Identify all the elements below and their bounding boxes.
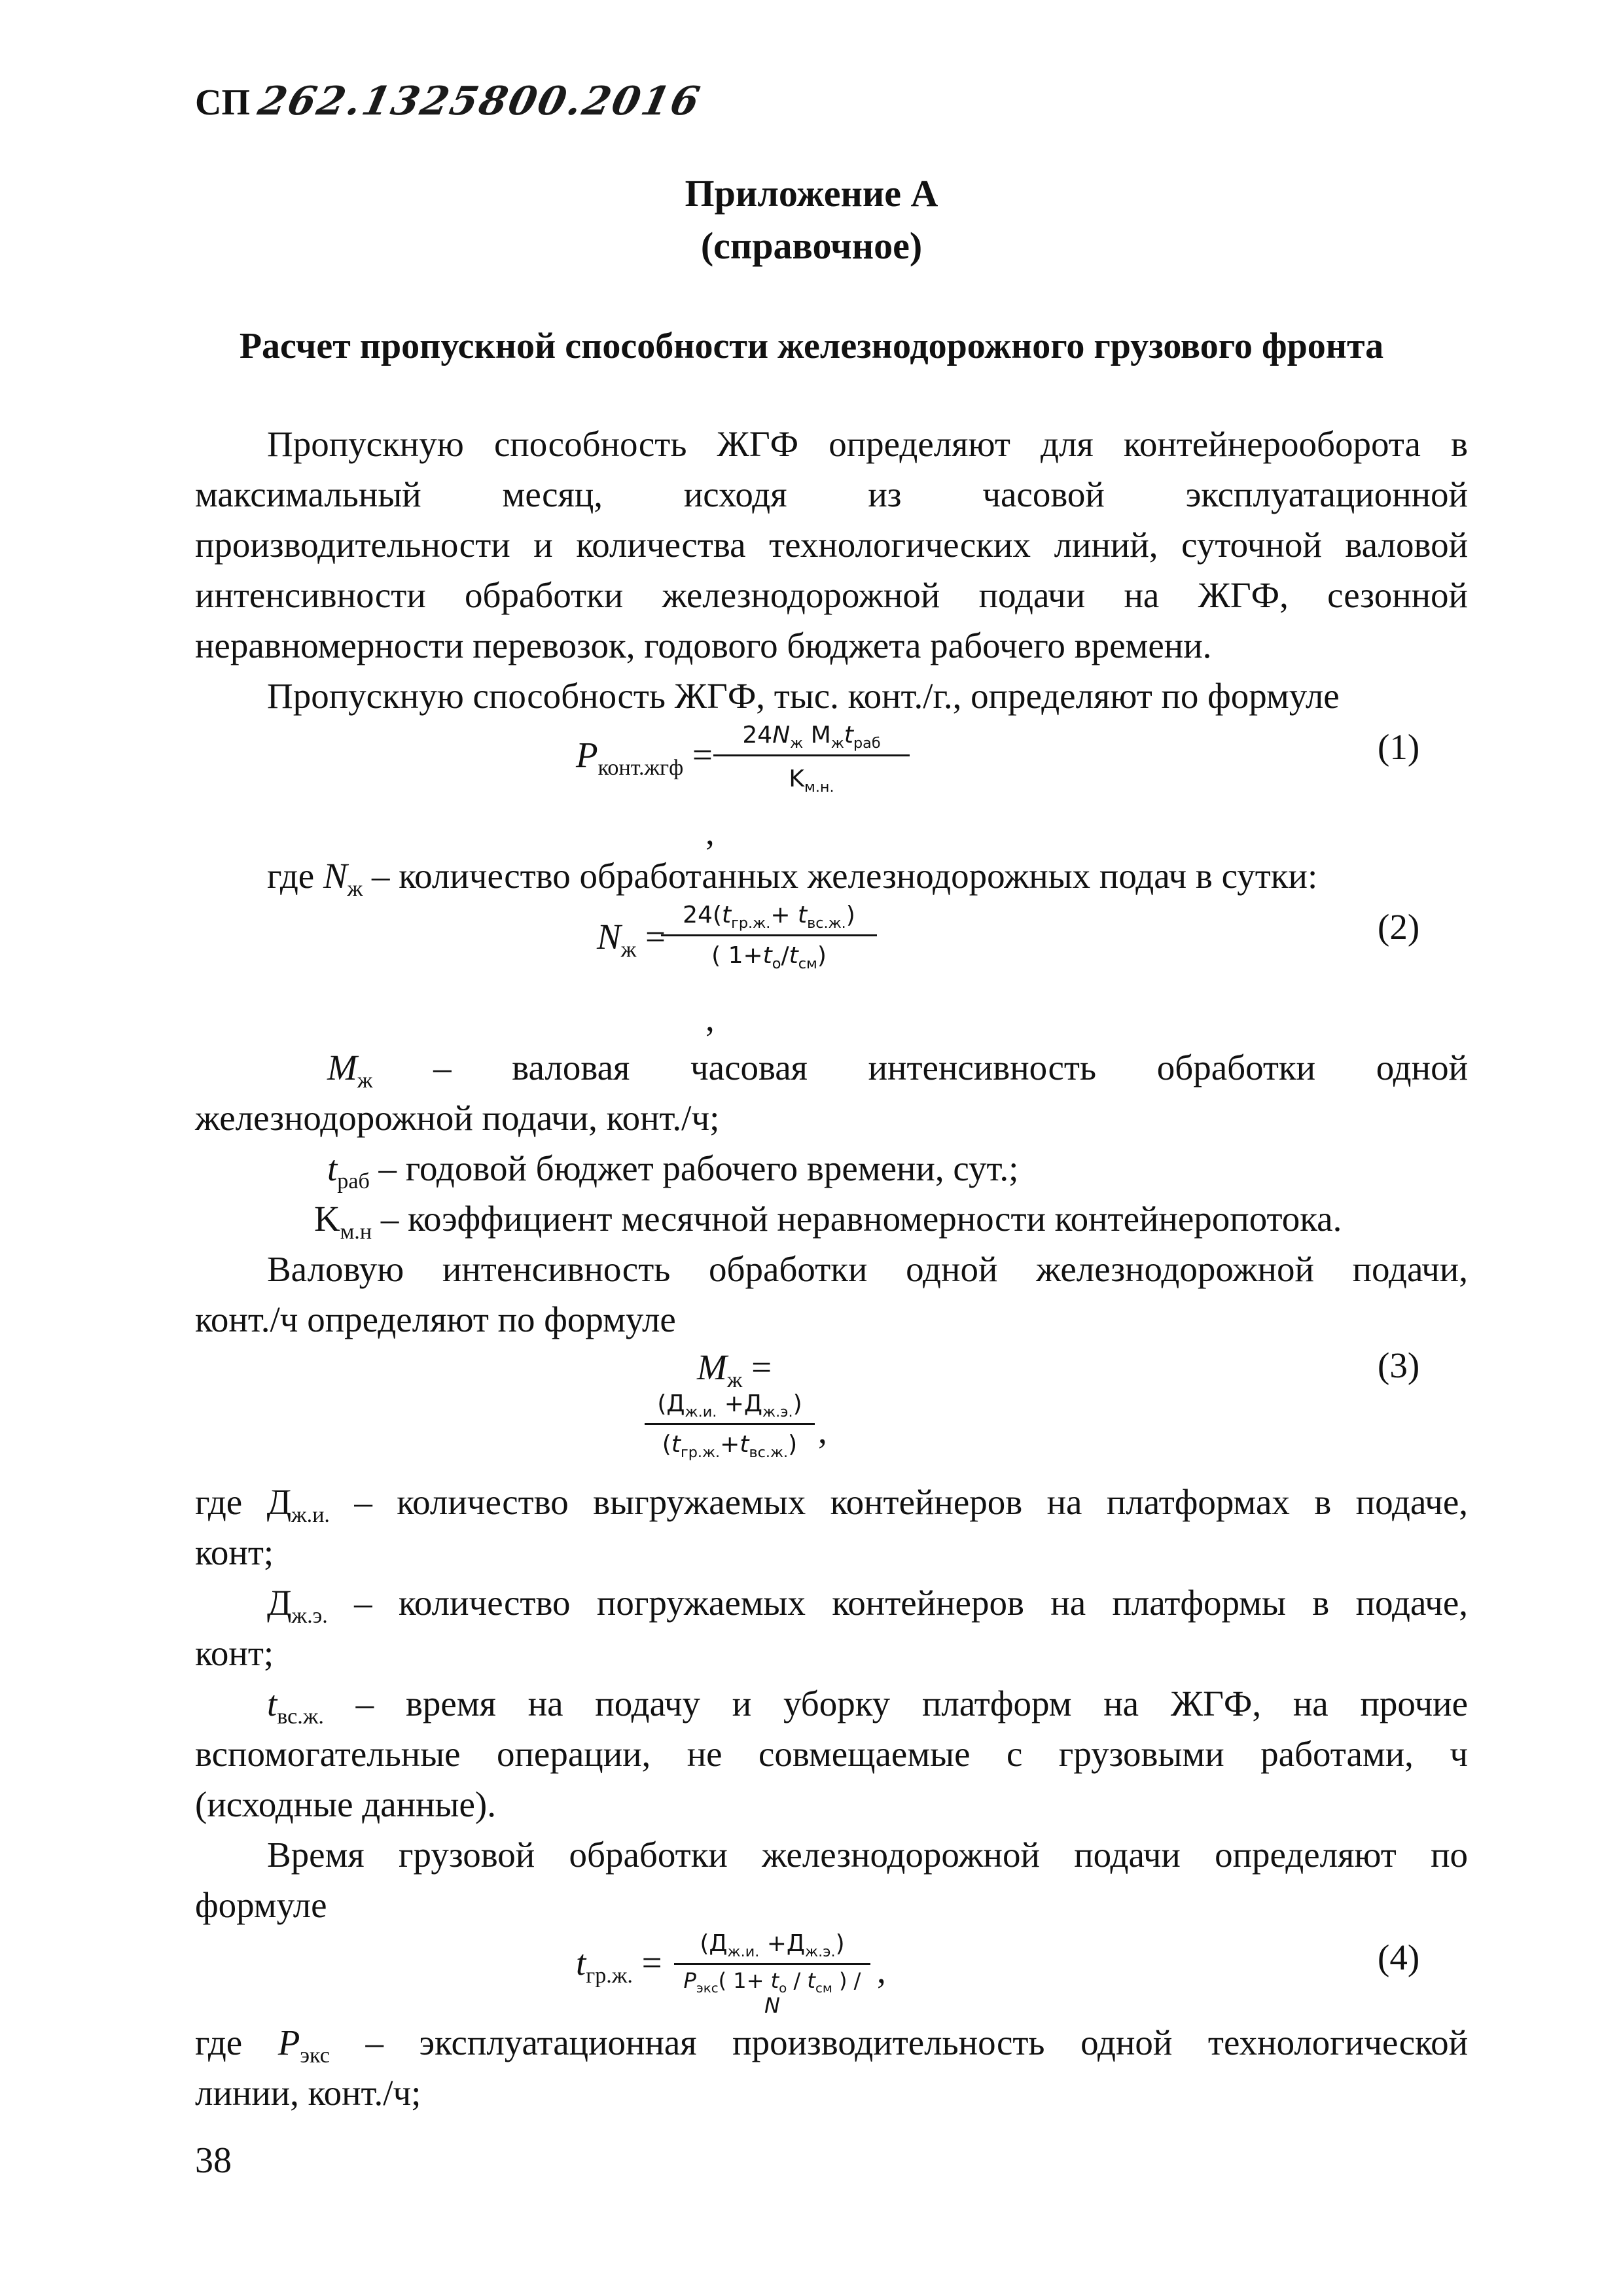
eq2-fraction-line [661,934,877,936]
eq3-number: (3) [1378,1345,1420,1385]
eq3-comma: , [818,1411,827,1451]
eq4-denominator: $P_{экс}$( $1+ t_о / t_{см}$ ) / N [683,1968,861,2018]
eq4-numerator: $(Д_{ж.и.} +Д_{ж.э.})$ [700,1930,845,1960]
eq2-numerator: $24(t_{гр.ж.}+ t_{вс.ж.})$ [683,902,855,932]
where-k: $K_{м.н}$ – коэффициент месячной неравномерности контейнеропотока. [314,1199,1342,1244]
where-tv-line1: $t_{вс.ж.}$ – время на подачу и уборку платформ на ЖГФ, на прочие [267,1684,1469,1729]
paragraph-3-line2: конт./ч определяют по формуле [195,1299,676,1339]
where-p-line1: где $P_{экс}$ – эксплуатационная производительность одной технологической [195,2022,1468,2068]
eq1-number: (1) [1378,727,1420,767]
text-line: Пропускную способность ЖГФ определяют для контейнерооборота в [267,424,1468,464]
eq2-denominator: ( $1+t_о/t_{см}$) [711,942,827,972]
where-m-line1: $M_ж$ – валовая часовая интенсивность обработки одной [327,1048,1469,1093]
eq1-fraction-line [713,754,910,756]
eq3-fraction-line [645,1423,815,1425]
where-m-line2: железнодорожной подачи, конт./ч; [195,1098,720,1138]
where-di-line2: конт; [195,1532,274,1572]
text-line: максимальный месяц, исходя из часовой эксплуатационной [195,474,1468,514]
eq2-comma: , [705,998,715,1038]
eq1-comma: , [705,812,715,852]
eq3-denominator: $(t_{гр.ж.}+t_{вс.ж.})$ [662,1431,798,1461]
eq4-fraction-line [674,1963,870,1965]
text-line: неравномерности перевозок, годового бюджета рабочего времени. [195,626,1212,665]
where-de-line2: конт; [195,1633,274,1673]
where-di-line1: где $Д_{ж.и.}$ – количество выгружаемых контейнеров на платформах в подаче, [195,1482,1469,1527]
section-title: Расчет пропускной способности железнодорожного грузового фронта [239,326,1384,366]
where-n: где $N_ж$ – количество обработанных железнодорожных подач в сутки: [267,856,1318,901]
where-t: $t_{раб}$ – годовой бюджет рабочего времени, сут.; [327,1148,1019,1193]
eq2-number: (2) [1378,907,1420,947]
paragraph-4-line2: формуле [195,1885,327,1925]
appendix-title: Приложение А [685,172,938,215]
eq1-numerator: $24N_ж$ $M_жt_{раб}$ [742,722,881,752]
eq1-lhs: $P_{конт.жгф}$ = [576,735,713,780]
eq3-numerator: $(Д_{ж.и.} +Д_{ж.э.})$ [657,1390,802,1421]
where-p-line2: линии, конт./ч; [195,2073,421,2113]
eq3-lhs: $M_ж$ = [697,1347,772,1392]
paragraph-formula-intro: Пропускную способность ЖГФ, тыс. конт./г., определяют по формуле [267,676,1340,716]
eq1-denominator: $K_{м.н.}$ [789,766,834,796]
handwritten-code: 262.1325800.2016 [254,79,705,124]
text-line: интенсивности обработки железнодорожной подачи на ЖГФ, сезонной [195,575,1468,615]
eq4-number: (4) [1378,1937,1420,1977]
eq4-lhs: $t_{гр.ж.}$ = [576,1943,662,1988]
text-line: производительности и количества технологических линий, суточной валовой [195,525,1468,565]
where-tv-line3: (исходные данные). [195,1784,496,1824]
where-tv-line2: вспомогательные операции, не совмещаемые с грузовыми работами, ч [195,1734,1468,1774]
paragraph-3-line1: Валовую интенсивность обработки одной железнодорожной подачи, [267,1249,1468,1289]
eq2-lhs: $N_ж$ = [597,917,666,962]
code-prefix: СП [195,82,250,123]
paragraph-4-line1: Время грузовой обработки железнодорожной подачи определяют по [267,1835,1468,1875]
page-number: 38 [195,2140,232,2181]
eq4-comma: , [877,1951,886,1990]
document-code [195,79,705,124]
where-de-line1: $Д_{ж.э.}$ – количество погружаемых контейнеров на платформы в подаче, [267,1583,1468,1628]
appendix-subtitle: (справочное) [700,224,923,267]
